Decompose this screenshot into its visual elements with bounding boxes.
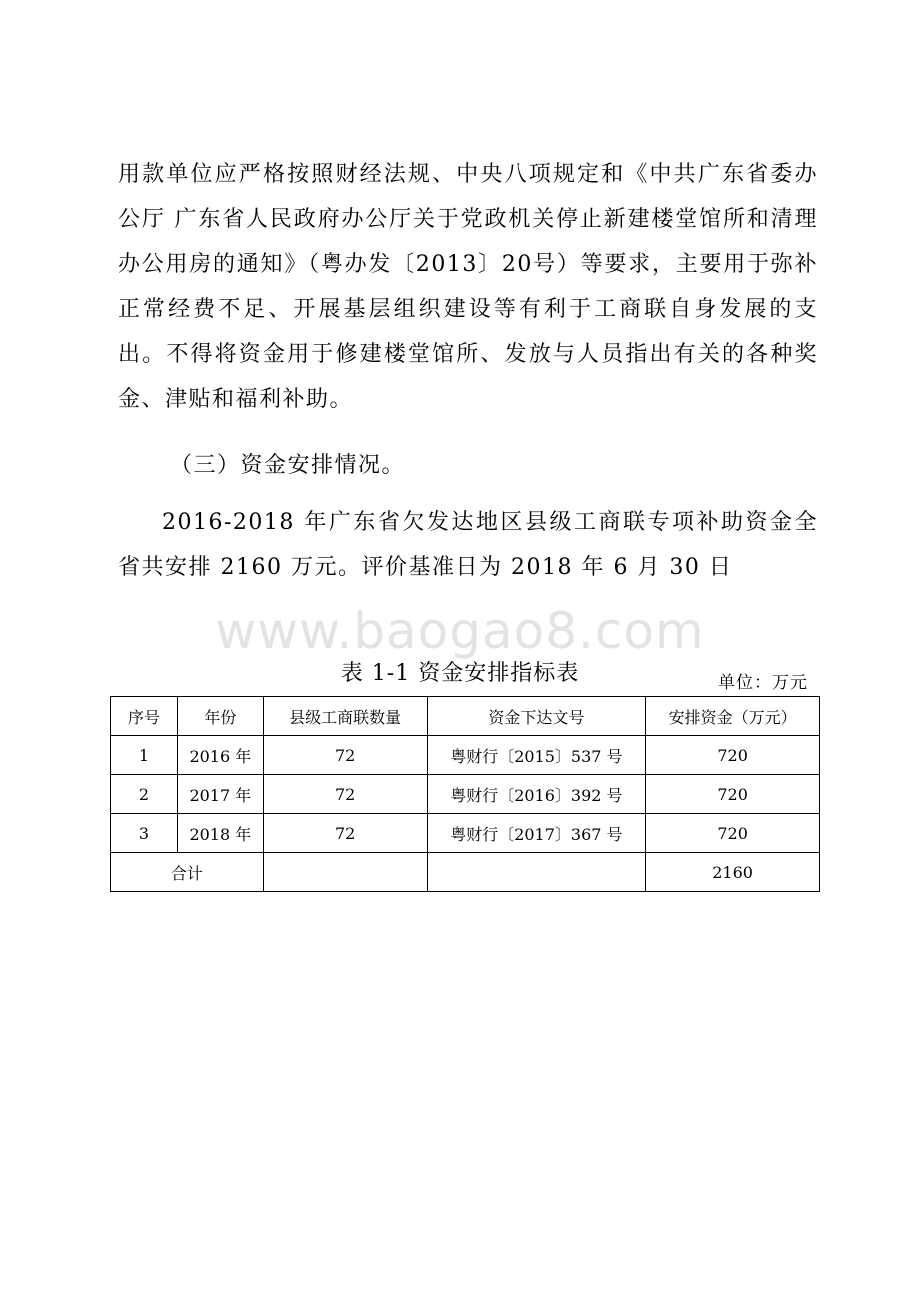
total-label: 合计 <box>111 853 264 892</box>
cell-doc-number: 粤财行〔2016〕392 号 <box>427 775 646 814</box>
table-unit-label: 单位：万元 <box>718 673 808 693</box>
cell-index: 3 <box>111 814 178 853</box>
cell-count: 72 <box>263 814 427 853</box>
cell-doc-number: 粤财行〔2015〕537 号 <box>427 736 646 775</box>
header-amount: 安排资金（万元） <box>646 697 820 736</box>
table-title: 表 1-1 资金安排指标表 <box>340 661 580 686</box>
header-year: 年份 <box>177 697 263 736</box>
body-paragraph-1: 用款单位应严格按照财经法规、中央八项规定和《中共广东省委办公厅 广东省人民政府办公厅关于党政机关停止新建楼堂馆所和清理办公用房的通知》（粤办发〔2013〕20号）等要求，主要用于弥补正常经费不足、开展基层组织建设等有利于工商联自身发展的支出。不得将资金用于修建楼堂馆所、发放与人员指出有关的各种奖金、津贴和福利补助。 <box>118 162 818 412</box>
cell-index: 1 <box>111 736 178 775</box>
cell-count: 72 <box>263 736 427 775</box>
header-doc-number: 资金下达文号 <box>427 697 646 736</box>
total-doc-number <box>427 853 646 892</box>
funding-table <box>110 696 820 892</box>
total-count <box>263 853 427 892</box>
header-count: 县级工商联数量 <box>263 697 427 736</box>
total-amount: 2160 <box>646 853 820 892</box>
cell-amount: 720 <box>646 736 820 775</box>
table-row <box>111 736 820 775</box>
section-heading: （三）资金安排情况。 <box>170 453 406 478</box>
cell-amount: 720 <box>646 775 820 814</box>
cell-count: 72 <box>263 775 427 814</box>
watermark: www.baogao8.com <box>215 602 705 660</box>
table-row <box>111 814 820 853</box>
cell-year: 2017 年 <box>177 775 263 814</box>
table-total-row <box>111 853 820 892</box>
table-row <box>111 775 820 814</box>
table-header-row <box>111 697 820 736</box>
cell-index: 2 <box>111 775 178 814</box>
body-paragraph-2: 2016-2018 年广东省欠发达地区县级工商联专项补助资金全省共安排 2160 万元。评价基准日为 2018 年 6 月 30 日 <box>118 510 818 580</box>
cell-year: 2018 年 <box>177 814 263 853</box>
cell-year: 2016 年 <box>177 736 263 775</box>
cell-doc-number: 粤财行〔2017〕367 号 <box>427 814 646 853</box>
header-index: 序号 <box>111 697 178 736</box>
cell-amount: 720 <box>646 814 820 853</box>
